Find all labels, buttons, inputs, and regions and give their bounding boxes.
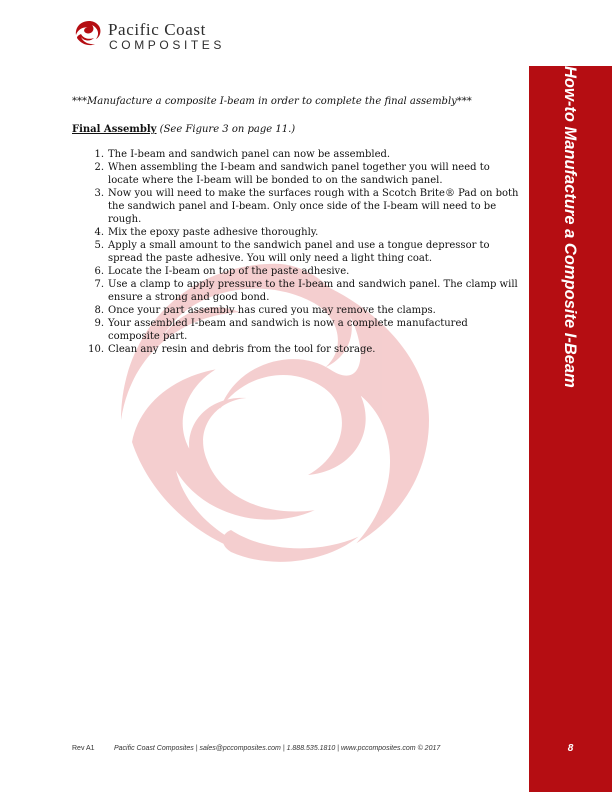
wave-logo-icon: [74, 20, 104, 50]
list-item: [94, 278, 522, 304]
contact-info: Pacific Coast Composites | sales@pccomposites.com | 1.888.535.1810 | www.pccomposites.com © 2017: [114, 745, 441, 752]
step-text: The I-beam and sandwich panel can now be assembled.: [108, 149, 391, 160]
step-text: When assembling the I-beam and sandwich panel together you will need to locate where the I-beam will be bonded to on the sandwich panel.: [108, 162, 490, 186]
step-number: 9.: [94, 318, 104, 329]
list-item: [94, 148, 522, 161]
step-number: 3.: [94, 188, 104, 199]
list-item: [94, 187, 522, 226]
page-footer: [72, 745, 512, 752]
figure-reference: (See Figure 3 on page 11.): [156, 124, 296, 135]
revision-label: Rev A1: [72, 745, 95, 752]
step-text: Mix the epoxy paste adhesive thoroughly.: [108, 227, 319, 238]
company-logo: [74, 18, 274, 58]
section-title: Final Assembly: [72, 124, 157, 135]
page-number: 8: [567, 743, 574, 754]
list-item: [94, 226, 522, 239]
logo-text-name: Pacific Coast: [108, 20, 206, 39]
intro-note: ***Manufacture a composite I-beam in order to complete the final assembly***: [72, 96, 472, 107]
list-item: [94, 265, 522, 278]
assembly-steps-list: [88, 148, 522, 356]
list-item: [94, 317, 522, 343]
list-item: [94, 304, 522, 317]
section-heading: [72, 124, 522, 135]
list-item: [94, 161, 522, 187]
step-number: 1.: [94, 149, 104, 160]
list-item: [94, 239, 522, 265]
step-text: Your assembled I-beam and sandwich is now a complete manufactured composite part.: [108, 318, 468, 342]
list-item: [88, 343, 522, 356]
step-text: Once your part assembly has cured you may remove the clamps.: [108, 305, 436, 316]
step-text: Clean any resin and debris from the tool for storage.: [108, 344, 376, 355]
step-number: 7.: [94, 279, 104, 290]
step-number: 5.: [94, 240, 104, 251]
step-text: Now you will need to make the surfaces rough with a Scotch Brite® Pad on both the sandwich panel and I-beam. Only once side of the I-beam will need to be rough.: [108, 188, 519, 225]
step-text: Locate the I-beam on top of the paste adhesive.: [108, 266, 350, 277]
step-text: Apply a small amount to the sandwich panel and use a tongue depressor to spread the paste adhesive. You will only need a light thing coat.: [108, 240, 490, 264]
step-text: Use a clamp to apply pressure to the I-beam and sandwich panel. The clamp will ensure a strong and good bond.: [108, 279, 518, 303]
step-number: 2.: [94, 162, 104, 173]
step-number: 8.: [94, 305, 104, 316]
step-number: 4.: [94, 227, 104, 238]
step-number: 6.: [94, 266, 104, 277]
step-number: 10.: [88, 344, 104, 355]
logo-text-composites: COMPOSITES: [109, 38, 226, 52]
sidebar-title: How-to Manufacture a Composite I-Beam: [561, 66, 579, 388]
